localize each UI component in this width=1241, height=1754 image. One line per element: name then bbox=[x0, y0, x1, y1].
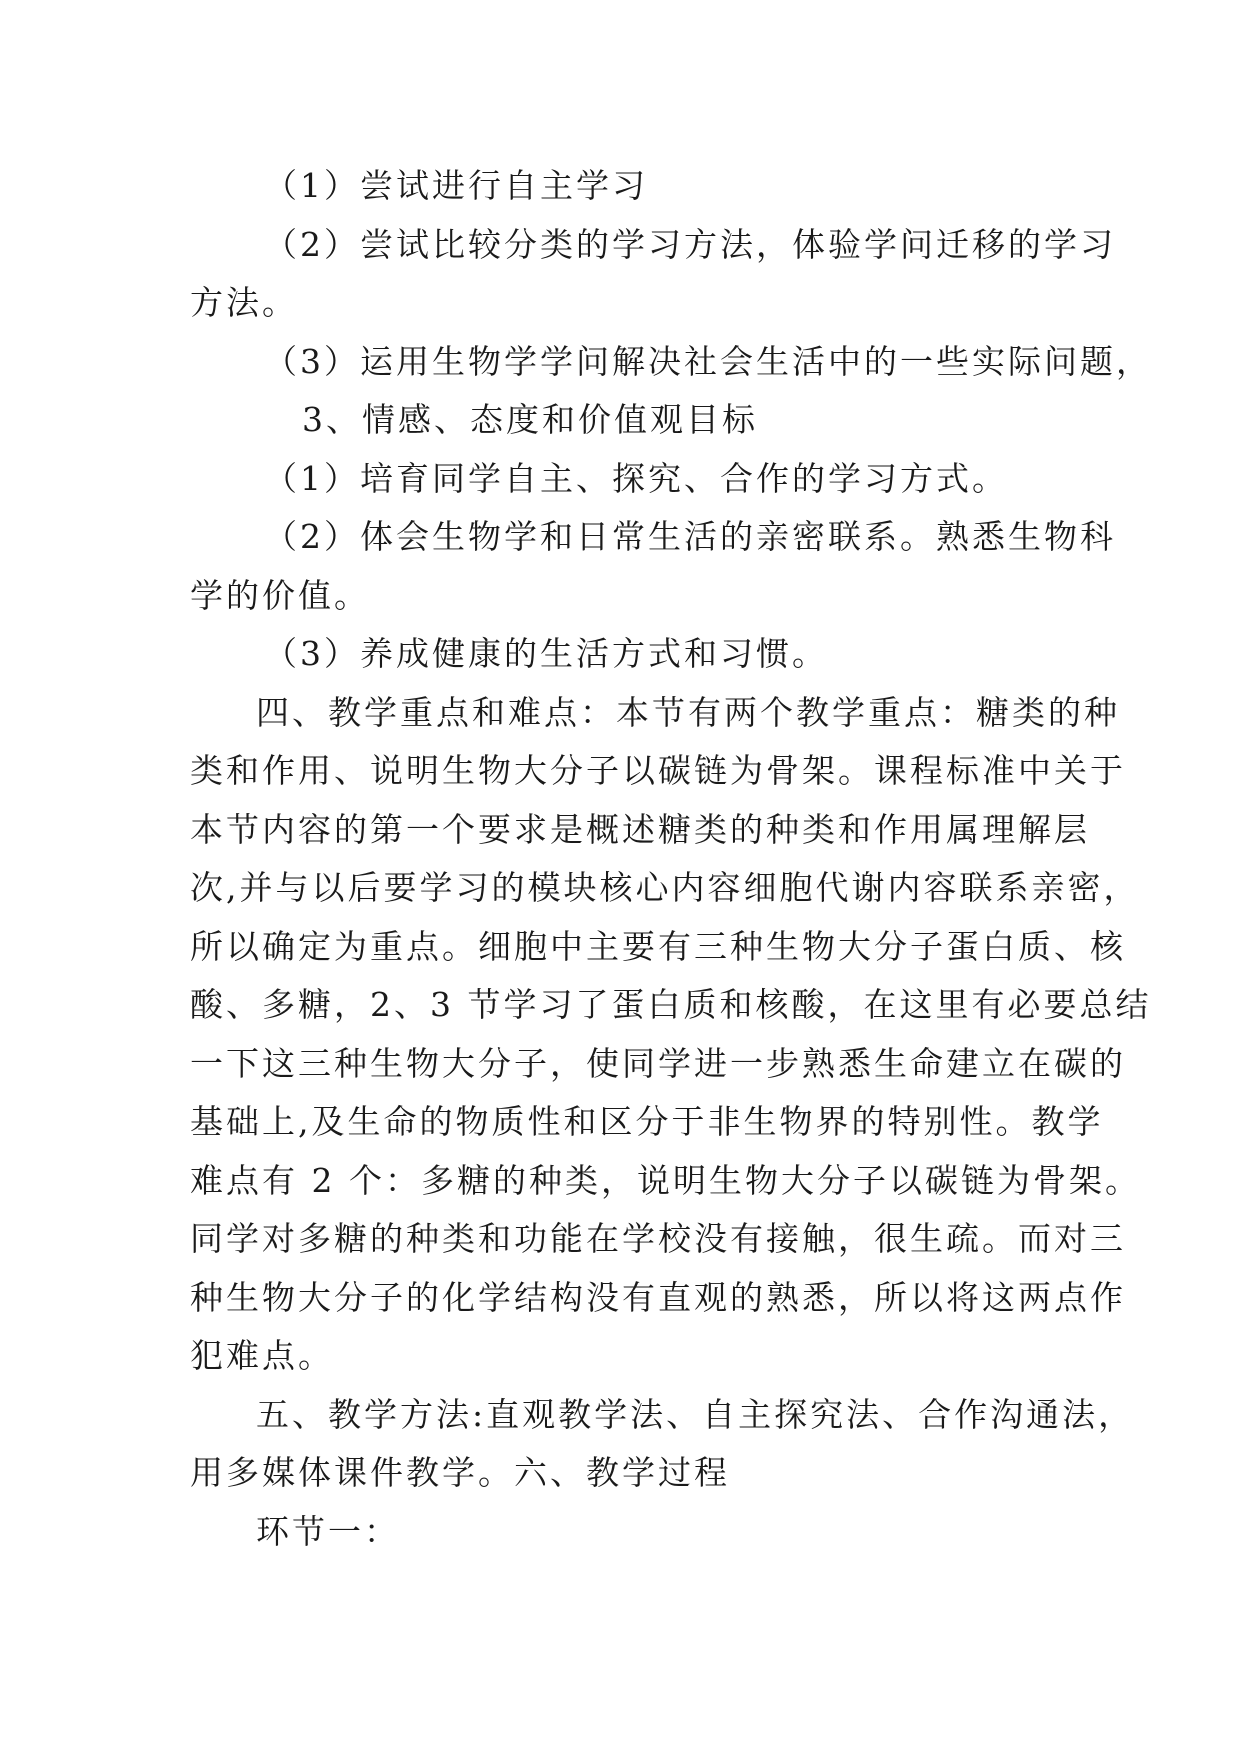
text-line: 用多媒体课件教学。六、教学过程 bbox=[190, 1453, 730, 1492]
text-line: 难点有 2 个：多糖的种类，说明生物大分子以碳链为骨架。 bbox=[190, 1160, 1141, 1200]
text-line: 酸、多糖，2、3 节学习了蛋白质和核酸，在这里有必要总结 bbox=[190, 985, 1152, 1024]
text-line: 次,并与以后要学习的模块核心内容细胞代谢内容联系亲密， bbox=[190, 868, 1140, 907]
text-line: 种生物大分子的化学结构没有直观的熟悉，所以将这两点作 bbox=[190, 1277, 1126, 1317]
text-line: 所以确定为重点。细胞中主要有三种生物大分子蛋白质、核 bbox=[190, 926, 1126, 966]
text-line: 学的价值。 bbox=[190, 575, 370, 615]
text-line: 同学对多糖的种类和功能在学校没有接触，很生疏。而对三 bbox=[190, 1219, 1126, 1258]
text-line: 方法。 bbox=[190, 283, 298, 322]
section-heading: 3、情感、态度和价值观目标 bbox=[302, 400, 758, 439]
text-line: 本节内容的第一个要求是概述糖类的种类和作用属理解层 bbox=[190, 809, 1090, 849]
document-body bbox=[190, 157, 1152, 1561]
text-line: （2）体会生物学和日常生活的亲密联系。熟悉生物科 bbox=[264, 517, 1116, 556]
text-line: （1）尝试进行自主学习 bbox=[264, 166, 648, 205]
text-line: 一下这三种生物大分子，使同学进一步熟悉生命建立在碳的 bbox=[190, 1043, 1126, 1083]
text-line: 类和作用、说明生物大分子以碳链为骨架。课程标准中关于 bbox=[190, 751, 1126, 790]
text-line: 犯难点。 bbox=[190, 1336, 334, 1375]
text-line: （3）养成健康的生活方式和习惯。 bbox=[264, 634, 828, 673]
text-line: （3）运用生物学学问解决社会生活中的一些实际问题， bbox=[264, 341, 1152, 381]
text-line: （2）尝试比较分类的学习方法，体验学问迁移的学习 bbox=[264, 224, 1116, 264]
text-line: 环节一： bbox=[256, 1511, 400, 1551]
text-line: （1）培育同学自主、探究、合作的学习方式。 bbox=[264, 458, 1008, 498]
section-heading: 五、教学方法:直观教学法、自主探究法、合作沟通法， bbox=[256, 1394, 1135, 1434]
text-line: 基础上,及生命的物质性和区分于非生物界的特别性。教学 bbox=[190, 1102, 1104, 1141]
section-heading: 四、教学重点和难点：本节有两个教学重点：糖类的种 bbox=[256, 692, 1120, 732]
